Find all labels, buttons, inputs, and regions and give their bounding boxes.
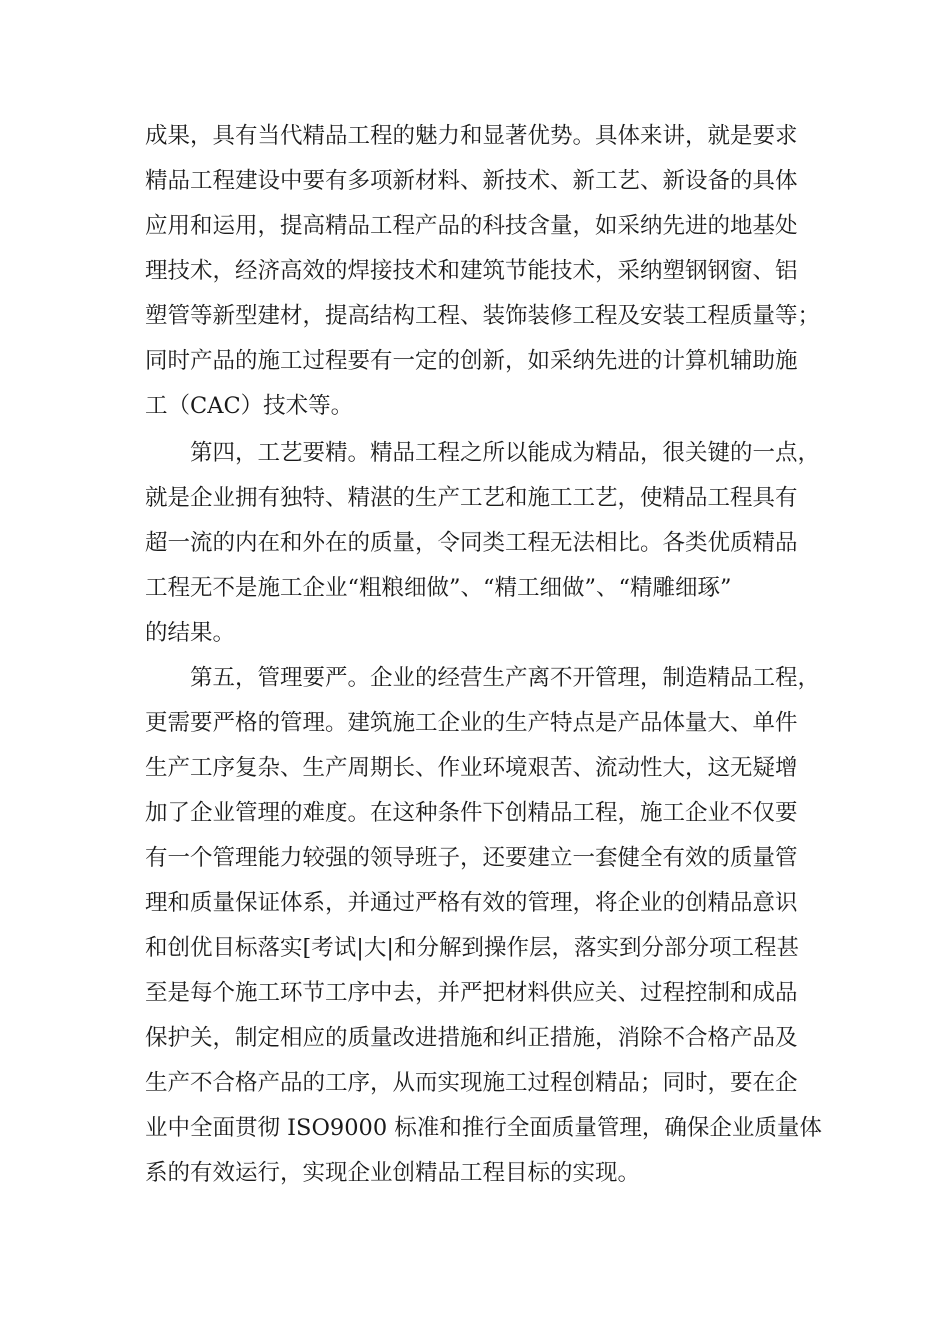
text-line: 超一流的内在和外在的质量，令同类工程无法相比。各类优质精品 [145, 530, 798, 556]
text-line: 成果，具有当代精品工程的魅力和显著优势。具体来讲，就是要求 [145, 123, 798, 149]
text-line: 业中全面贯彻 ISO9000 标准和推行全面质量管理，确保企业质量体 [145, 1115, 822, 1141]
text-line: 就是企业拥有独特、精湛的生产工艺和施工工艺，使精品工程具有 [145, 485, 798, 511]
text-line: 第五，管理要严。企业的经营生产离不开管理，制造精品工程， [190, 665, 821, 691]
text-line: 应用和运用，提高精品工程产品的科技含量，如采纳先进的地基处 [145, 213, 798, 239]
text-line: 塑管等新型建材，提高结构工程、装饰装修工程及安装工程质量等； [145, 303, 821, 329]
text-line: 精品工程建设中要有多项新材料、新技术、新工艺、新设备的具体 [145, 168, 798, 194]
text-line: 工（CAC）技术等。 [145, 393, 354, 419]
text-line: 更需要严格的管理。建筑施工企业的生产特点是产品体量大、单件 [145, 710, 798, 736]
text-line: 理技术，经济高效的焊接技术和建筑节能技术，采纳塑钢钢窗、铝 [145, 258, 798, 284]
text-line: 的结果。 [145, 620, 236, 646]
text-line: 和创优目标落实[考试|大|和分解到操作层，落实到分部分项工程甚 [145, 935, 799, 961]
text-line: 有一个管理能力较强的领导班子，还要建立一套健全有效的质量管 [145, 845, 798, 871]
text-line: 至是每个施工环节工序中去，并严把材料供应关、过程控制和成品 [145, 980, 798, 1006]
text-line: 同时产品的施工过程要有一定的创新，如采纳先进的计算机辅助施 [145, 348, 798, 374]
text-line: 生产工序复杂、生产周期长、作业环境艰苦、流动性大，这无疑增 [145, 755, 798, 781]
text-line: 理和质量保证体系，并通过严格有效的管理，将企业的创精品意识 [145, 890, 798, 916]
text-line: 保护关，制定相应的质量改进措施和纠正措施，消除不合格产品及 [145, 1025, 798, 1051]
text-line: 加了企业管理的难度。在这种条件下创精品工程，施工企业不仅要 [145, 800, 798, 826]
text-line: 生产不合格产品的工序，从而实现施工过程创精品；同时，要在企 [145, 1070, 798, 1096]
text-line: 工程无不是施工企业“粗粮细做”、“精工细做”、“精雕细琢” [145, 575, 732, 601]
text-line: 系的有效运行，实现企业创精品工程目标的实现。 [145, 1160, 641, 1186]
text-line: 第四，工艺要精。精品工程之所以能成为精品，很关键的一点， [190, 440, 821, 466]
